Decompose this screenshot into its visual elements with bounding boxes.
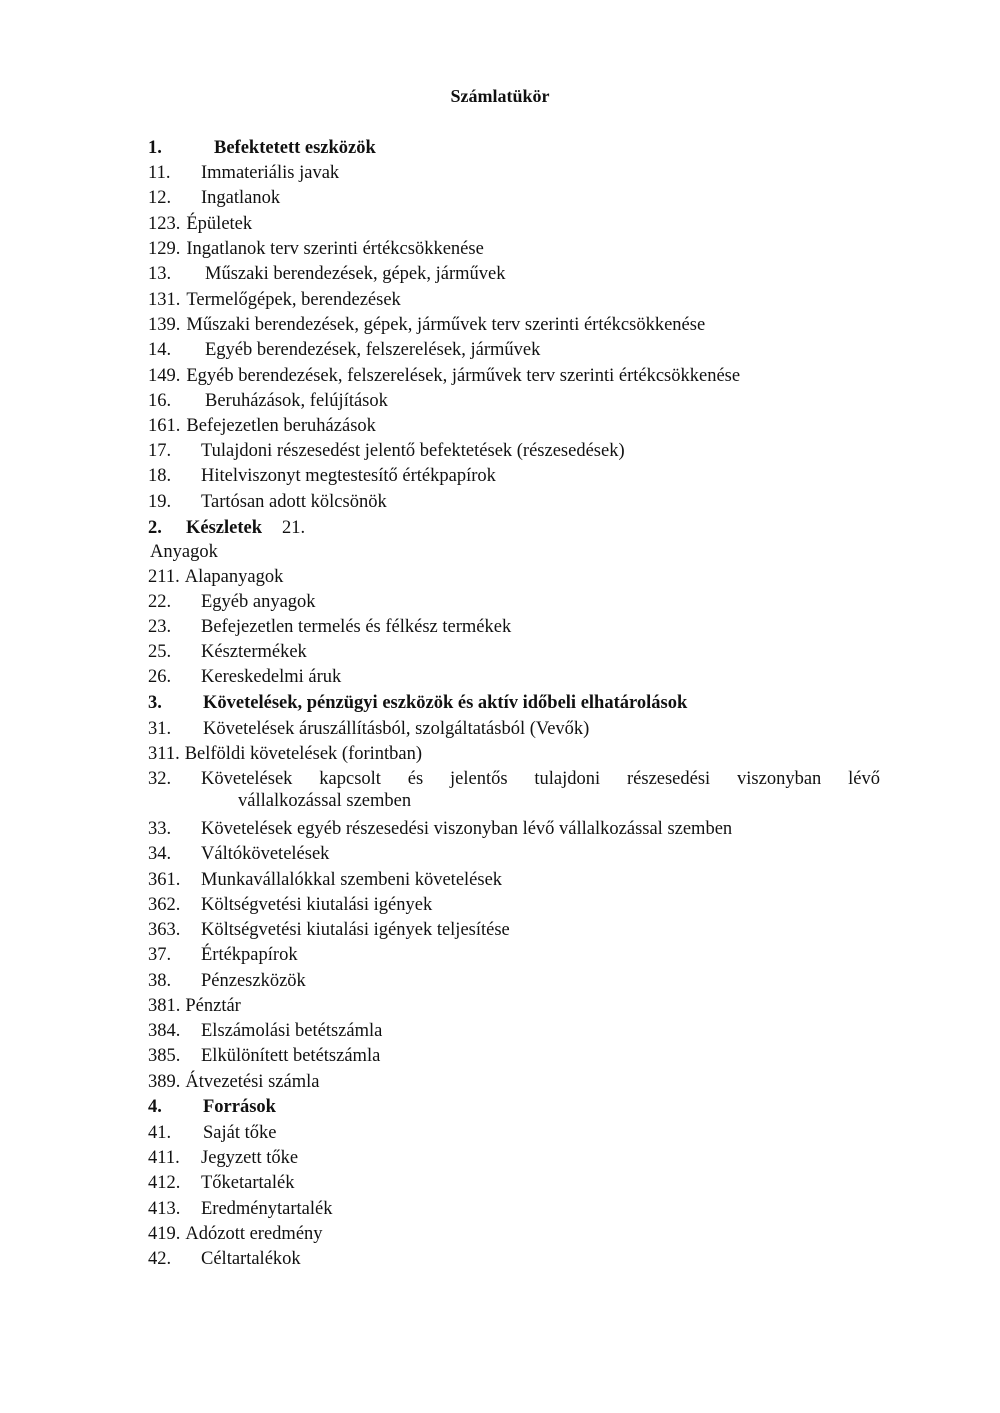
account-name: Követelések áruszállításból, szolgáltatásból (Vevők): [203, 719, 590, 739]
account-number: 419.: [148, 1224, 181, 1244]
account-name: Munkavállalókkal szembeni követelések: [201, 870, 503, 890]
account-name: Befejezetlen beruházások: [186, 416, 376, 436]
account-number: 11.: [148, 163, 171, 183]
account-number: 361.: [148, 870, 181, 890]
account-name: Alapanyagok: [184, 567, 284, 587]
list-item: [148, 314, 705, 336]
account-name: Elszámolási betétszámla: [201, 1021, 383, 1041]
account-name: Hitelviszonyt megtestesítő értékpapírok: [201, 466, 496, 486]
account-name: Anyagok: [150, 542, 218, 562]
account-name: Kereskedelmi áruk: [201, 667, 342, 687]
account-name: Műszaki berendezések, gépek, járművek terv szerinti értékcsökkenése: [186, 315, 706, 335]
account-number: 25.: [148, 642, 172, 662]
list-item: [148, 1172, 294, 1194]
list-item: [148, 869, 502, 891]
account-number: 23.: [148, 617, 172, 637]
list-item: [148, 465, 496, 487]
account-name: Források: [203, 1097, 276, 1117]
account-number: 18.: [148, 466, 172, 486]
account-name: Követelések, pénzügyi eszközök és aktív időbeli elhatárolások: [203, 693, 688, 713]
list-item: [148, 339, 540, 361]
account-name: Céltartalékok: [201, 1249, 301, 1269]
account-name: Immateriális javak: [201, 163, 340, 183]
account-number: 211.: [148, 567, 180, 587]
list-item: [148, 1147, 298, 1169]
account-number: 385.: [148, 1046, 181, 1066]
account-name: Késztermékek: [201, 642, 307, 662]
account-number: 19.: [148, 492, 172, 512]
account-name: Műszaki berendezések, gépek, járművek: [205, 264, 506, 284]
account-number: 16.: [148, 391, 172, 411]
account-name: Átvezetési számla: [185, 1072, 320, 1092]
list-item: [148, 894, 432, 916]
list-item: [148, 743, 422, 765]
account-number: 2.: [148, 518, 162, 538]
list-item: [148, 843, 329, 865]
account-name: Tulajdoni részesedést jelentő befektetések (részesedések): [201, 441, 625, 461]
account-number: 389.: [148, 1072, 181, 1092]
list-item: [148, 768, 880, 812]
list-item: [148, 1045, 380, 1067]
heading-2: [148, 517, 305, 539]
list-item: [148, 995, 241, 1017]
account-name: Költségvetési kiutalási igények teljesítése: [201, 920, 510, 940]
account-name: Költségvetési kiutalási igények: [201, 895, 433, 915]
account-name: Belföldi követelések (forintban): [184, 744, 423, 764]
account-number: 21.: [282, 518, 306, 538]
account-name: Befejezetlen termelés és félkész termékek: [201, 617, 512, 637]
account-name: Készletek: [186, 518, 263, 538]
heading-4: [148, 1096, 276, 1118]
list-item: [148, 491, 387, 513]
account-name: Ingatlanok terv szerinti értékcsökkenése: [186, 239, 484, 259]
account-number: 42.: [148, 1249, 172, 1269]
heading-1: [148, 137, 376, 159]
list-item: [148, 263, 506, 285]
account-number: 412.: [148, 1173, 181, 1193]
account-name: Jegyzett tőke: [201, 1148, 299, 1168]
list-item: [148, 289, 401, 311]
account-number: 41.: [148, 1123, 172, 1143]
account-name: Termelőgépek, berendezések: [186, 290, 401, 310]
list-item: [148, 1071, 319, 1093]
account-number: 4.: [148, 1097, 162, 1117]
list-item: [150, 541, 218, 563]
list-item: [148, 616, 511, 638]
account-name: Pénzeszközök: [201, 971, 306, 991]
account-number: 363.: [148, 920, 181, 940]
account-number: 32.: [148, 769, 172, 789]
account-number: 37.: [148, 945, 172, 965]
account-number: 1.: [148, 138, 162, 158]
list-item: [148, 666, 341, 688]
account-number: 17.: [148, 441, 172, 461]
list-item: [148, 238, 484, 260]
account-name: Követelések kapcsolt és jelentős tulajdoni részesedési viszonyban lévő: [201, 769, 880, 789]
list-item: [148, 970, 306, 992]
account-name: Tartósan adott kölcsönök: [201, 492, 387, 512]
account-name: Egyéb berendezések, felszerelések, járművek terv szerinti értékcsökkenése: [186, 366, 741, 386]
account-number: 411.: [148, 1148, 180, 1168]
account-number: 123.: [148, 214, 181, 234]
list-item: [148, 818, 732, 840]
list-item: [148, 919, 510, 941]
account-name: Követelések egyéb részesedési viszonyban lévő vállalkozással szemben: [201, 819, 733, 839]
list-item: [148, 440, 625, 462]
account-name-continued: vállalkozással szemben: [238, 791, 412, 811]
account-number: 362.: [148, 895, 181, 915]
account-name: Beruházások, felújítások: [205, 391, 388, 411]
account-name: Adózott eredmény: [185, 1224, 323, 1244]
account-number: 413.: [148, 1199, 181, 1219]
account-number: 33.: [148, 819, 172, 839]
account-number: 139.: [148, 315, 181, 335]
account-name: Egyéb berendezések, felszerelések, járművek: [205, 340, 541, 360]
list-item: [148, 566, 283, 588]
account-number: 13.: [148, 264, 172, 284]
account-name: Elkülönített betétszámla: [201, 1046, 381, 1066]
account-number: 12.: [148, 188, 172, 208]
list-item: [148, 1223, 323, 1245]
list-item: [148, 591, 316, 613]
list-item: [148, 365, 740, 387]
account-number: 384.: [148, 1021, 181, 1041]
document-title: Számlatükör: [450, 86, 550, 106]
list-item: [148, 187, 280, 209]
account-number: 38.: [148, 971, 172, 991]
account-number: 311.: [148, 744, 180, 764]
account-number: 149.: [148, 366, 181, 386]
list-item: [148, 213, 252, 235]
list-item: [148, 415, 376, 437]
account-name: Pénztár: [185, 996, 241, 1016]
account-number: 31.: [148, 719, 172, 739]
account-number: 26.: [148, 667, 172, 687]
list-item: [148, 718, 589, 740]
account-number: 22.: [148, 592, 172, 612]
list-item: [148, 944, 298, 966]
account-number: 34.: [148, 844, 172, 864]
list-item: [148, 1198, 333, 1220]
account-name: Egyéb anyagok: [201, 592, 316, 612]
list-item: [148, 641, 307, 663]
account-name: Ingatlanok: [201, 188, 281, 208]
account-number: 14.: [148, 340, 172, 360]
account-number: 131.: [148, 290, 181, 310]
account-name: Eredménytartalék: [201, 1199, 333, 1219]
account-number: 3.: [148, 693, 162, 713]
list-item: [148, 1020, 382, 1042]
account-name: Értékpapírok: [201, 945, 298, 965]
account-name: Tőketartalék: [201, 1173, 295, 1193]
account-name: Váltókövetelések: [201, 844, 330, 864]
list-item: [148, 162, 339, 184]
account-name: Saját tőke: [203, 1123, 277, 1143]
list-item: [148, 390, 388, 412]
account-number: 381.: [148, 996, 181, 1016]
list-item: [148, 1122, 276, 1144]
account-name: Épületek: [186, 214, 253, 234]
account-number: 129.: [148, 239, 181, 259]
account-name: Befektetett eszközök: [214, 138, 376, 158]
heading-3: [148, 692, 687, 714]
list-item: [148, 1248, 301, 1270]
account-number: 161.: [148, 416, 181, 436]
